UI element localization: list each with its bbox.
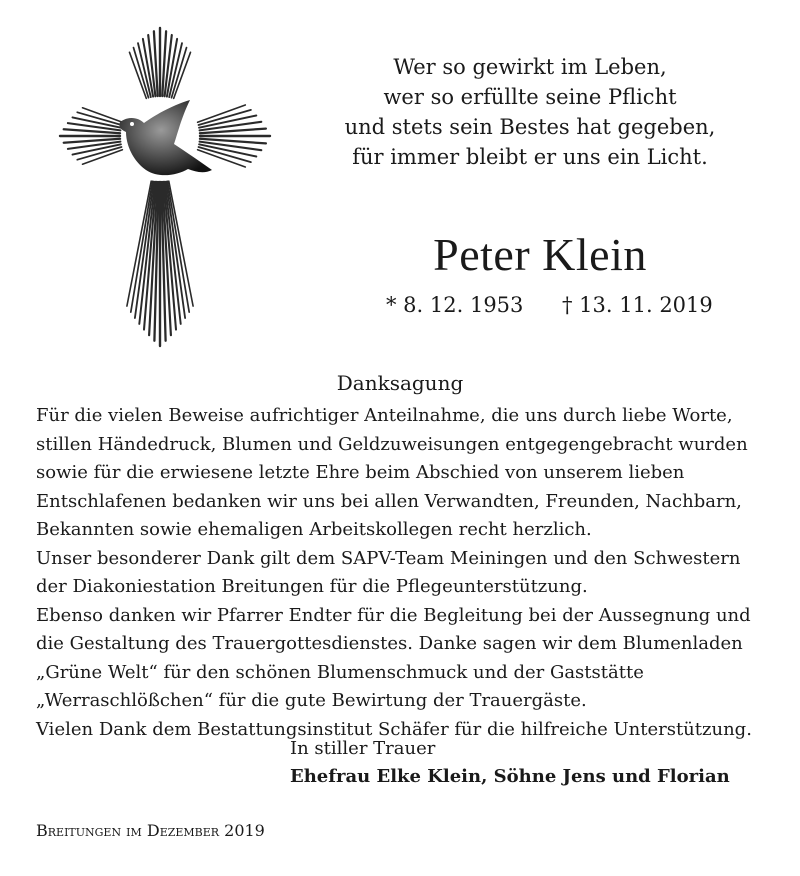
thanks-line: Für die vielen Beweise aufrichtiger Anteilnahme, die uns durch liebe Worte, xyxy=(36,405,733,426)
thanks-line: Bekannten sowie ehemaligen Arbeitskollegen recht herzlich. xyxy=(36,519,592,540)
mourning-phrase: In stiller Trauer xyxy=(290,738,436,759)
thanks-text xyxy=(36,402,776,744)
thanks-line: „Werraschlößchen“ für die gute Bewirtung der Trauergäste. xyxy=(36,690,587,711)
thanks-line: die Gestaltung des Trauergottesdienstes. Danke sagen wir dem Blumenladen xyxy=(36,633,743,654)
poem-line: Wer so gewirkt im Leben, xyxy=(393,55,667,79)
place-and-date: Breitungen im Dezember 2019 xyxy=(36,821,265,840)
birth-date: * 8. 12. 1953 xyxy=(386,293,524,317)
thanks-line: der Diakoniestation Breitungen für die Pflegeunterstützung. xyxy=(36,576,588,597)
poem-line: für immer bleibt er uns ein Licht. xyxy=(352,145,708,169)
thanks-line: Entschlafenen bedanken wir uns bei allen Verwandten, Freunden, Nachbarn, xyxy=(36,490,742,512)
death-date: † 13. 11. 2019 xyxy=(562,293,713,317)
deceased-name: Peter Klein xyxy=(433,229,647,280)
thanks-line: Ebenso danken wir Pfarrer Endter für die Begleitung bei der Aussegnung und xyxy=(36,604,751,626)
thanks-heading: Danksagung xyxy=(336,371,464,395)
dove-icon xyxy=(119,100,212,175)
family-names: Ehefrau Elke Klein, Söhne Jens und Florian xyxy=(290,766,730,787)
memorial-poem xyxy=(330,52,730,172)
cross-rays xyxy=(60,28,270,346)
ray-line xyxy=(174,52,191,98)
closing-signature xyxy=(290,735,730,791)
ray-line xyxy=(168,181,190,312)
thanks-line: stillen Händedruck, Blumen und Geldzuweisungen entgegengebracht wurden xyxy=(36,433,748,455)
cross-with-dove-icon xyxy=(28,20,300,350)
thanks-line: „Grüne Welt“ für den schönen Blumenschmuck und der Gaststätte xyxy=(36,661,644,683)
poem-line: wer so erfüllte seine Pflicht xyxy=(383,85,677,109)
poem-line: und stets sein Bestes hat gegeben, xyxy=(344,115,716,139)
ray-line xyxy=(130,52,147,98)
thanks-line: Unser besonderer Dank gilt dem SAPV-Team Meiningen und den Schwestern xyxy=(36,547,741,569)
thanks-line: sowie für die erwiesene letzte Ehre beim Abschied von unserem lieben xyxy=(36,462,685,483)
ray-line xyxy=(131,181,153,312)
thanks-line: Vielen Dank dem Bestattungsinstitut Schäfer für die hilfreiche Unterstützung. xyxy=(36,718,752,740)
